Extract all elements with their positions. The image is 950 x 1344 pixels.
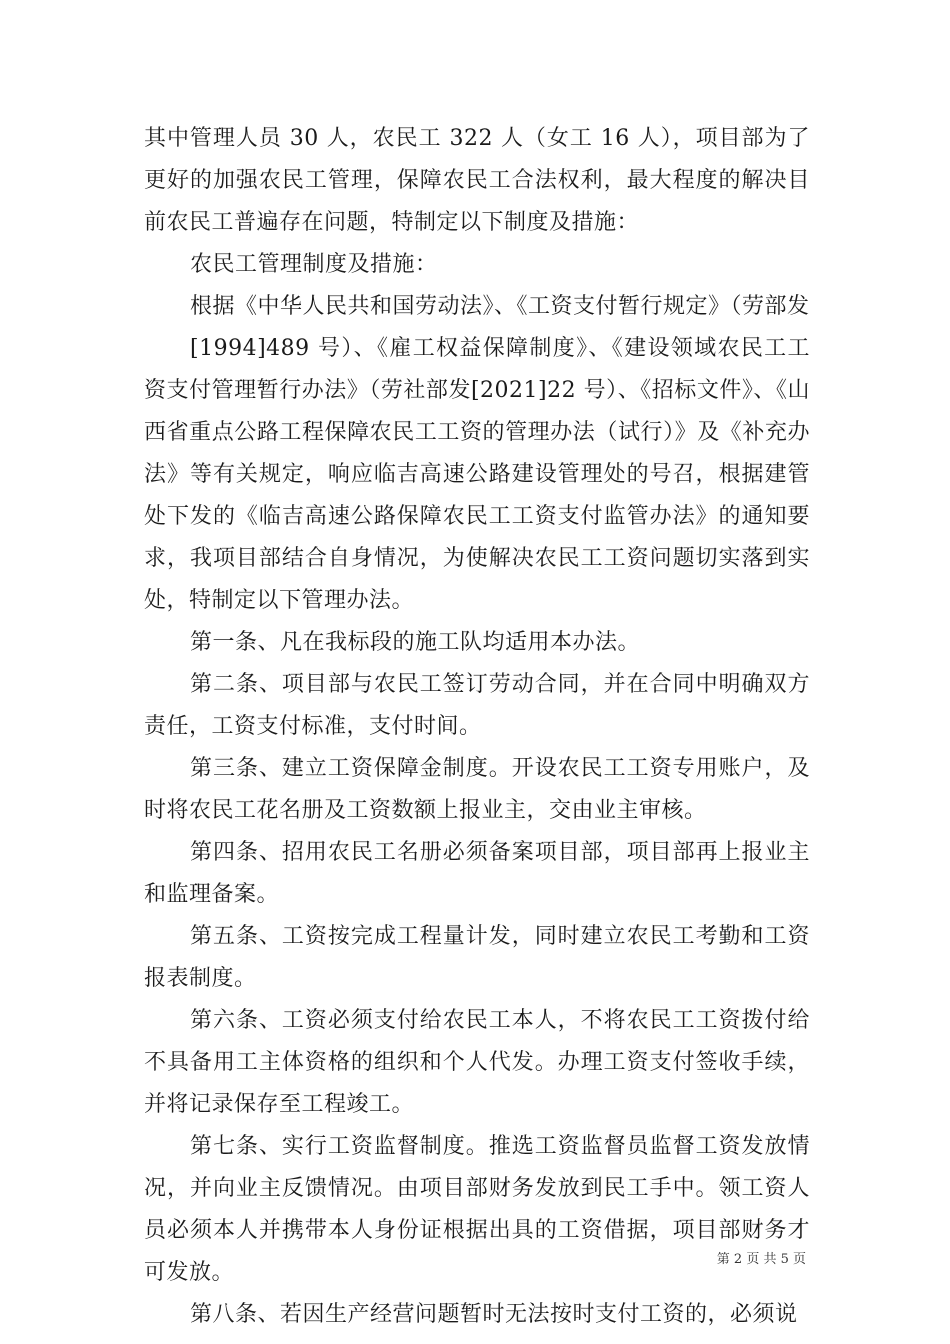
- paragraph-section-heading: 农民工管理制度及措施：: [190, 252, 438, 277]
- paragraph-legal-basis: [1994]489 号）、《雇工权益保障制度》、《建设领域农民工工资支付管理暂行办法》（劳社部发[2021]22 号）、《招标文件》、《山西省重点公路工程保障农民工工资的管理办法（试行）》及《补充办法》等有关规定，响应临吉高速公路建设管理处的号召，根据建管处下发的《临吉高速公路保障农民工工资支付监管办法》的通知要求，我项目部结合自身情况，为使解决农民工工资问题切实落到实处，特制定以下管理办法。: [144, 336, 810, 613]
- paragraph-legal-basis-start: 根据《中华人民共和国劳动法》、《工资支付暂行规定》（劳部发: [190, 294, 810, 319]
- paragraph-article-8: 第八条、若因生产经营问题暂时无法按时支付工资的，必须说: [190, 1302, 798, 1327]
- page-number: 第 2 页 共 5 页: [716, 1252, 806, 1267]
- paragraph-article-7: 第七条、实行工资监督制度。推选工资监督员监督工资发放情况，并向业主反馈情况。由项目部财务发放到民工手中。领工资人员必须本人并携带本人身份证根据出具的工资借据，项目部财务才可发放。: [144, 1134, 810, 1285]
- paragraph-article-6: 第六条、工资必须支付给农民工本人，不将农民工工资拨付给不具备用工主体资格的组织和个人代发。办理工资支付签收手续，并将记录保存至工程竣工。: [144, 1008, 810, 1117]
- paragraph-continued-intro: 其中管理人员 30 人，农民工 322 人（女工 16 人），项目部为了更好的加强农民工管理，保障农民工合法权利，最大程度的解决目前农民工普遍存在问题，特制定以下制度及措施：: [144, 126, 810, 235]
- paragraph-article-4: 第四条、招用农民工名册必须备案项目部，项目部再上报业主和监理备案。: [144, 840, 810, 907]
- paragraph-article-2: 第二条、项目部与农民工签订劳动合同，并在合同中明确双方责任，工资支付标准，支付时间。: [144, 672, 810, 739]
- paragraph-article-3: 第三条、建立工资保障金制度。开设农民工工资专用账户，及时将农民工花名册及工资数额上报业主，交由业主审核。: [144, 756, 810, 823]
- paragraph-article-1: 第一条、凡在我标段的施工队均适用本办法。: [190, 630, 641, 655]
- paragraph-article-5: 第五条、工资按完成工程量计发，同时建立农民工考勤和工资报表制度。: [144, 924, 810, 991]
- document-body: [144, 118, 810, 1336]
